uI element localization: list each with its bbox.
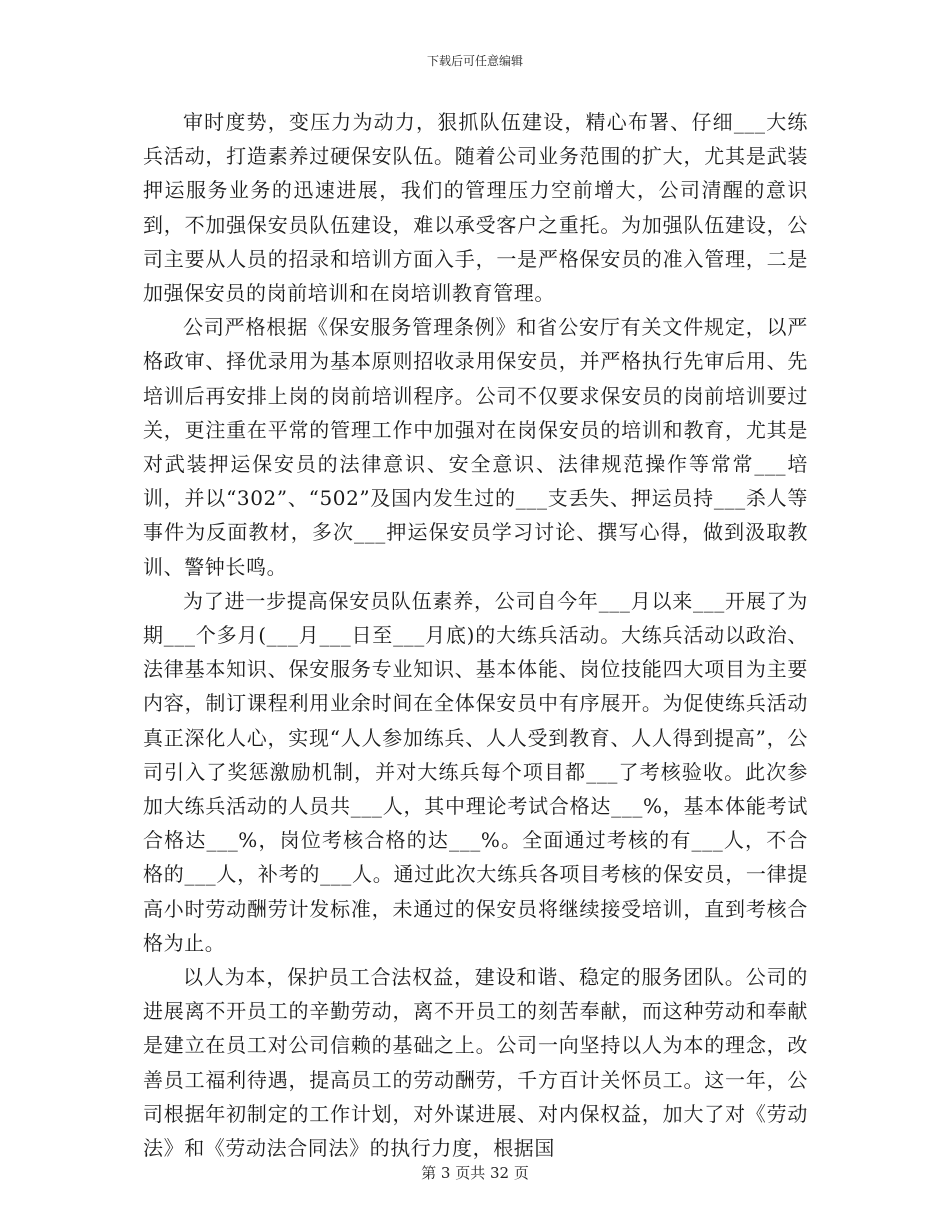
page-header: 下载后可任意编辑 <box>426 54 523 68</box>
paragraph-1: 审时度势，变压力为动力，狠抓队伍建设，精心布署、仔细___大练兵活动，打造素养过硬保安队伍。随着公司业务范围的扩大，尤其是武装押运服务业务的迅速进展，我们的管理压力空前增大，公司清醒的意识到，不加强保安员队伍建设，难以承受客户之重托。为加强队伍建设，公司主要从人员的招录和培训方面入手，一是严格保安员的准入管理，二是加强保安员的岗前培训和在岗培训教育管理。 <box>143 110 808 306</box>
document-body <box>143 105 808 1165</box>
paragraph-3: 为了进一步提高保安员队伍素养，公司自今年___月以来___开展了为期___个多月(___月___日至___月底)的大练兵活动。大练兵活动以政治、法律基本知识、保安服务专业知识、基本体能、岗位技能四大项目为主要内容，制订课程利用业余时间在全体保安员中有序展开。为促使练兵活动真正深化人心，实现“人人参加练兵、人人受到教育、人人得到提高”，公司引入了奖惩激励机制，并对大练兵每个项目都___了考核验收。此次参加大练兵活动的人员共___人，其中理论考试合格达___%，基本体能考试合格达___%，岗位考核合格的达___%。全面通过考核的有___人，不合格的___人，补考的___人。通过此次大练兵各项目考核的保安员，一律提高小时劳动酬劳计发标准，未通过的保安员将继续接受培训，直到考核合格为止。 <box>143 588 808 955</box>
paragraph-2: 公司严格根据《保安服务管理条例》和省公安厅有关文件规定，以严格政审、择优录用为基本原则招收录用保安员，并严格执行先审后用、先培训后再安排上岗的岗前培训程序。公司不仅要求保安员的岗前培训要过关，更注重在平常的管理工作中加强对在岗保安员的培训和教育，尤其是对武装押运保安员的法律意识、安全意识、法律规范操作等常常___培训，并以“302”、“502”及国内发生过的___支丢失、押运员持___杀人等事件为反面教材，多次___押运保安员学习讨论、撰写心得，做到汲取教训、警钟长鸣。 <box>143 315 808 579</box>
paragraph-4: 以人为本，保护员工合法权益，建设和谐、稳定的服务团队。公司的进展离不开员工的辛勤劳动，离不开员工的刻苦奉献，而这种劳动和奉献是建立在员工对公司信赖的基础之上。公司一向坚持以人为本的理念，改善员工福利待遇，提高员工的劳动酬劳，千方百计关怀员工。这一年，公司根据年初制定的工作计划，对外谋进展、对内保权益，加大了对《劳动法》和《劳动法合同法》的执行力度，根据国 <box>143 965 808 1161</box>
page-footer: 第 3 页共 32 页 <box>421 1164 529 1182</box>
